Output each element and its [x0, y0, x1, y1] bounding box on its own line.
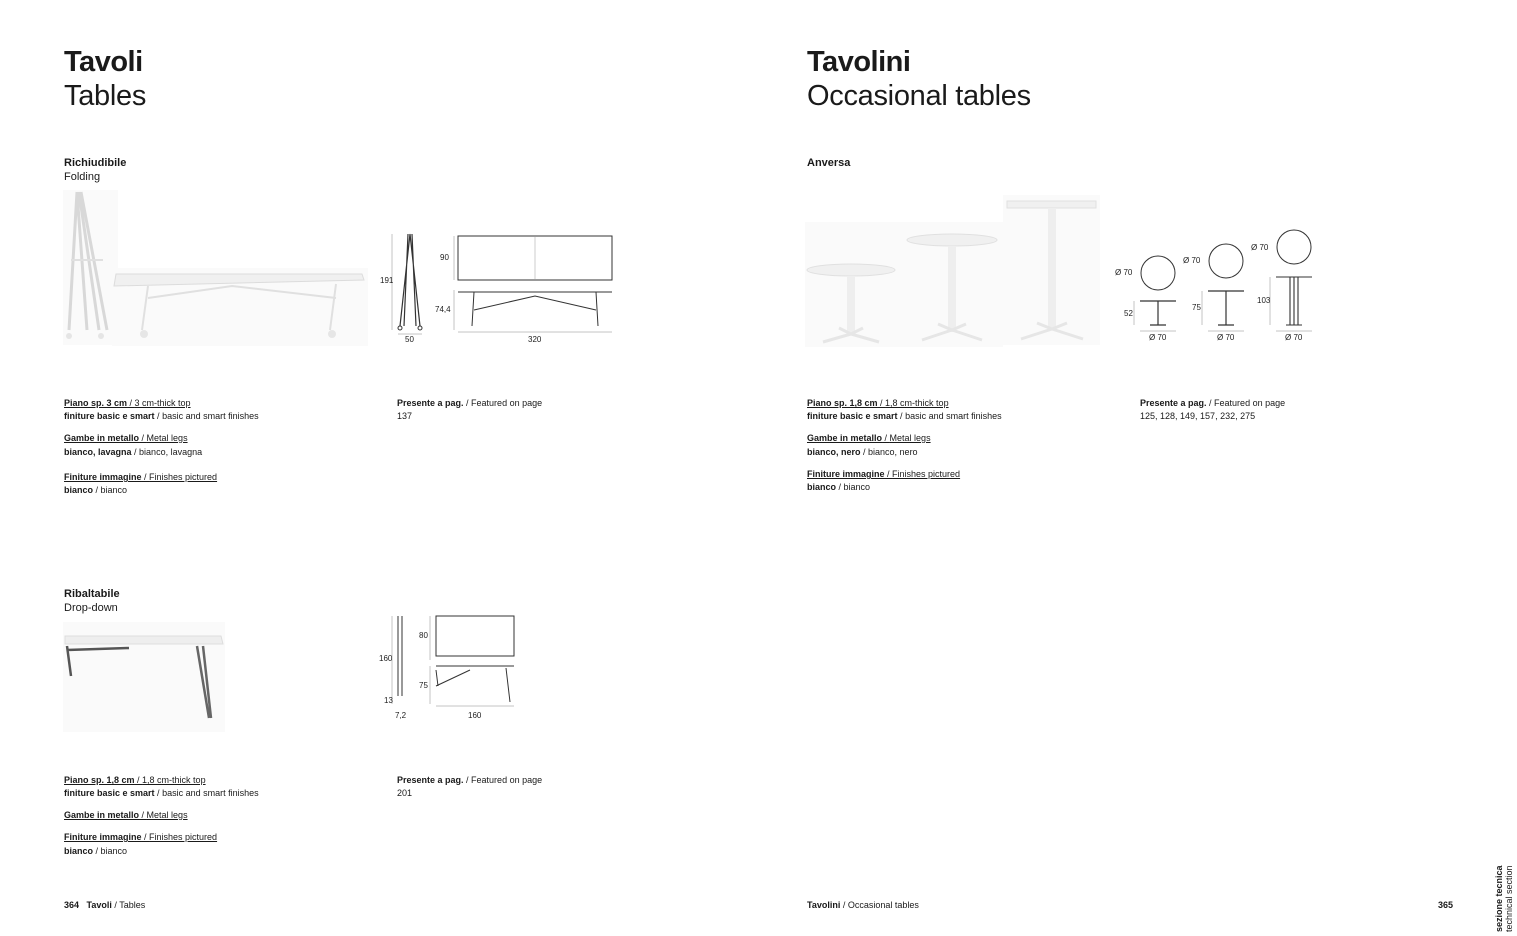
footer-left: 364 Tavoli / Tables [64, 900, 146, 910]
dim-height-160: 160 [379, 654, 393, 663]
page-title-en: Tables [64, 80, 147, 112]
page-title-right-en: Occasional tables [807, 80, 1031, 112]
dim-13: 13 [384, 696, 393, 705]
featured-folding: Presente a pag. / Featured on page [397, 398, 543, 408]
dim-height-191: 191 [380, 276, 394, 285]
section-title-anversa: Anversa [807, 157, 851, 169]
spec-finish-folding: finiture basic e smart / basic and smart finishes [64, 411, 259, 421]
dim-length-160: 160 [468, 711, 482, 720]
dropdown-table-photo [63, 622, 225, 732]
spec-legs-dropdown: Gambe in metallo / Metal legs [64, 810, 188, 820]
dim-height-74: 74,4 [435, 305, 451, 314]
spec-legs-colors-anversa: bianco, nero / bianco, nero [807, 447, 918, 457]
dim-height-75-anversa: 75 [1192, 303, 1201, 312]
featured-pages-folding: 137 [397, 411, 413, 421]
featured-pages-anversa: 125, 128, 149, 157, 232, 275 [1140, 411, 1256, 421]
dim-diam-top-1: Ø 70 [1115, 268, 1133, 277]
side-label-en: technical section [1504, 865, 1514, 932]
side-label: sezione tecnica [1494, 865, 1504, 932]
dim-7-2: 7,2 [395, 711, 407, 720]
page-title-it: Tavoli [64, 46, 143, 78]
spec-pictured-color-dropdown: bianco / bianco [64, 846, 128, 856]
spec-pictured-folding: Finiture immagine / Finishes pictured [64, 472, 218, 482]
dim-diam-base-1: Ø 70 [1149, 333, 1167, 342]
dim-height-75: 75 [419, 681, 428, 690]
dropdown-technical-drawing [380, 610, 520, 720]
featured-anversa: Presente a pag. / Featured on page [1140, 398, 1286, 408]
spec-legs-folding: Gambe in metallo / Metal legs [64, 433, 188, 443]
anversa-low-photo [805, 222, 900, 347]
spec-pictured-dropdown: Finiture immagine / Finishes pictured [64, 832, 218, 842]
section-subtitle-dropdown: Drop-down [64, 602, 118, 614]
section-title-dropdown: Ribaltabile [64, 588, 120, 600]
anversa-mid-photo [900, 222, 1003, 347]
footer-right: Tavolini / Occasional tables [807, 900, 919, 910]
spec-finish-anversa: finiture basic e smart / basic and smart finishes [807, 411, 1002, 421]
spec-pictured-color-anversa: bianco / bianco [807, 482, 871, 492]
anversa-technical-drawing [1130, 225, 1320, 335]
featured-pages-dropdown: 201 [397, 788, 413, 798]
page-title-right-it: Tavolini [807, 46, 911, 78]
spec-top-folding: Piano sp. 3 cm / 3 cm-thick top [64, 398, 191, 408]
page-number-left: 364 [64, 900, 80, 910]
featured-dropdown: Presente a pag. / Featured on page [397, 775, 543, 785]
folding-technical-drawing [380, 230, 620, 345]
dim-diam-base-2: Ø 70 [1217, 333, 1235, 342]
dim-diam-top-3: Ø 70 [1251, 243, 1269, 252]
dim-width-50: 50 [405, 335, 414, 344]
dim-diam-top-2: Ø 70 [1183, 256, 1201, 265]
dim-height-103: 103 [1257, 296, 1271, 305]
dim-depth-80: 80 [419, 631, 428, 640]
dim-diam-base-3: Ø 70 [1285, 333, 1303, 342]
spec-pictured-anversa: Finiture immagine / Finishes pictured [807, 469, 961, 479]
spec-top-dropdown: Piano sp. 1,8 cm / 1,8 cm-thick top [64, 775, 206, 785]
dim-height-52: 52 [1124, 309, 1133, 318]
spec-pictured-color-folding: bianco / bianco [64, 485, 128, 495]
spec-top-anversa: Piano sp. 1,8 cm / 1,8 cm-thick top [807, 398, 949, 408]
dim-length-320: 320 [528, 335, 542, 344]
spec-legs-anversa: Gambe in metallo / Metal legs [807, 433, 931, 443]
folded-table-photo [63, 190, 118, 345]
open-table-photo [112, 268, 368, 346]
anversa-high-photo [1003, 195, 1100, 345]
spec-legs-colors-folding: bianco, lavagna / bianco, lavagna [64, 447, 203, 457]
page-number-right: 365 [1438, 900, 1454, 910]
section-title-folding: Richiudibile [64, 157, 127, 169]
section-subtitle-folding: Folding [64, 171, 101, 183]
dim-depth-90: 90 [440, 253, 449, 262]
spec-finish-dropdown: finiture basic e smart / basic and smart finishes [64, 788, 259, 798]
